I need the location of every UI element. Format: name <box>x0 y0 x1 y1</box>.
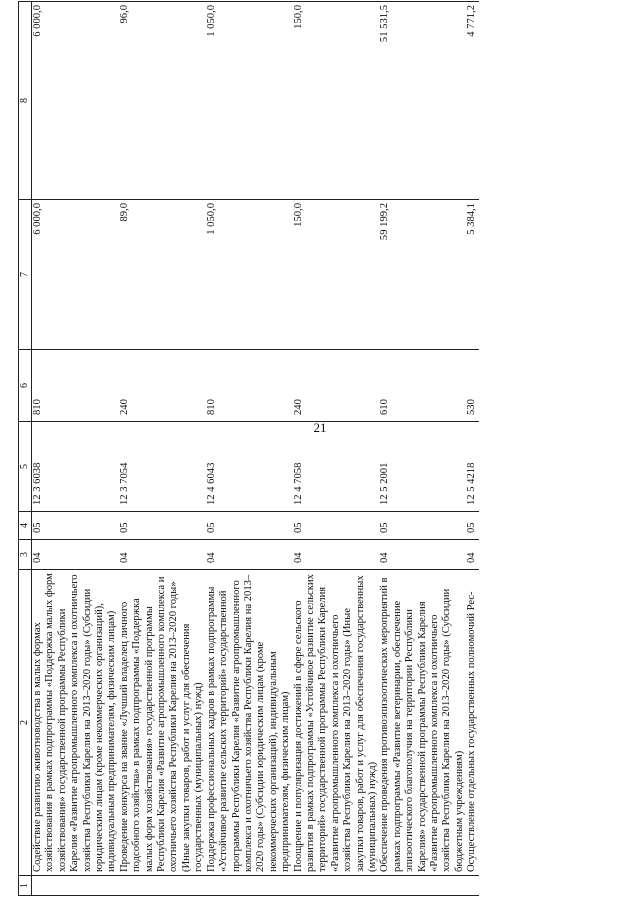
subsection-cell: 05 <box>32 512 119 540</box>
rotated-table-container <box>18 2 618 896</box>
subsection-cell: 05 <box>119 512 206 540</box>
amount-cell: 59 199,2 <box>379 200 466 350</box>
description-cell: Содействие развитию животноводства в малых формах хозяйствования в рамках подпрограммы «Поддержка малых форм хозяйствования» государственной программы Республики Карелия «Развитие агропромышленного комплекса и охотничьего хозяйства Республики Карелия на 2013–2020 годы» (Субсидии юридическим лицам (кроме некоммерческих организаций), индивидуальным предпринимателям, физическим лицам) <box>32 570 119 876</box>
amount-cell: 96,0 <box>119 2 206 200</box>
column-header: 6 <box>19 350 32 422</box>
target-article-cell: 12 4 6043 <box>206 422 293 512</box>
section-cell: 04 <box>206 540 293 570</box>
column-header: 8 <box>19 2 32 200</box>
page-number: 21 <box>313 420 327 435</box>
section-cell: 04 <box>119 540 206 570</box>
column-header: 7 <box>19 200 32 350</box>
table-row <box>119 2 206 896</box>
amount-cell: 6 000,0 <box>32 200 119 350</box>
target-article-cell: 12 5 4218 <box>466 422 478 512</box>
column-header: 2 <box>19 570 32 876</box>
description-cell: Поощрение и популяризация достижений в сфере сельского развития в рамках подпрограммы «Устойчивое развитие сельских территорий» государственной программы Республики Карелия «Развитие агропромышленного комплекса и охотничьего хозяйства Республики Карелия на 2013–2020 годы» (Иные закупки товаров, работ и услуг для обеспечения государственных (муниципальных) нужд) <box>293 570 380 876</box>
column-header: 4 <box>19 512 32 540</box>
description-cell: Обеспечение проведения противоэпизоотических мероприятий в рамках подпрограммы «Развитие ветеринарии, обеспечение эпизоотического благополучия на территории Республики Карелия» государственной программы Республики Карелия «Развитие агропромышленного комплекса и охотничьего хозяйства Республики Карелия на 2013–2020 годы» (Субсидии бюджетным учреждениям) <box>379 570 466 876</box>
table-row <box>32 2 119 896</box>
header-row <box>19 2 32 896</box>
table-row <box>466 2 478 896</box>
amount-cell: 150,0 <box>293 2 380 200</box>
expense-type-cell: 610 <box>379 350 466 422</box>
target-article-cell: 12 5 2001 <box>379 422 466 512</box>
table-row <box>293 2 380 896</box>
section-cell: 04 <box>293 540 380 570</box>
row-index-cell <box>293 876 380 896</box>
description-cell: Поддержка профессиональных кадров в рамках подпрограммы «Устойчивое развитие сельских территорий» государственной программы Республики Карелия «Развитие агропромышленного комплекса и охотничьего хозяйства Республики Карелия на 2013–2020 годы» (Субсидии юридическим лицам (кроме некоммерческих организаций), индивидуальным предпринимателям, физическим лицам) <box>206 570 293 876</box>
subsection-cell: 05 <box>293 512 380 540</box>
column-header: 3 <box>19 540 32 570</box>
expense-type-cell: 810 <box>206 350 293 422</box>
expense-type-cell: 810 <box>32 350 119 422</box>
budget-table <box>18 1 479 896</box>
column-header: 5 <box>19 422 32 512</box>
expense-type-cell: 240 <box>293 350 380 422</box>
amount-cell: 1 050,0 <box>206 2 293 200</box>
description-cell: Проведение конкурса на звание «Лучший владелец личного подсобного хозяйства» в рамках подпрограммы «Поддержка малых форм хозяйствования» государственной программы Республики Карелия «Развитие агропромышленного комплекса и охотничьего хозяйства Республики Карелия на 2013–2020 годы» (Иные закупки товаров, работ и услуг для обеспечения государственных (муниципальных) нужд) <box>119 570 206 876</box>
expense-type-cell: 240 <box>119 350 206 422</box>
description-cell: Осуществление отдельных государственных полномочий Рес- <box>466 570 478 876</box>
target-article-cell: 12 3 7054 <box>119 422 206 512</box>
table-row <box>206 2 293 896</box>
row-index-cell <box>379 876 466 896</box>
subsection-cell: 05 <box>379 512 466 540</box>
target-article-cell: 12 3 6038 <box>32 422 119 512</box>
amount-cell: 4 771,2 <box>466 2 478 200</box>
amount-cell: 1 050,0 <box>206 200 293 350</box>
section-cell: 04 <box>32 540 119 570</box>
amount-cell: 51 531,5 <box>379 2 466 200</box>
row-index-cell <box>466 876 478 896</box>
section-cell: 04 <box>466 540 478 570</box>
amount-cell: 6 000,0 <box>32 2 119 200</box>
amount-cell: 150,0 <box>293 200 380 350</box>
amount-cell: 89,0 <box>119 200 206 350</box>
row-index-cell <box>206 876 293 896</box>
expense-type-cell: 530 <box>466 350 478 422</box>
section-cell: 04 <box>379 540 466 570</box>
amount-cell: 5 384,1 <box>466 200 478 350</box>
target-article-cell: 12 4 7058 <box>293 422 380 512</box>
column-header: 1 <box>19 876 32 896</box>
row-index-cell <box>119 876 206 896</box>
subsection-cell: 05 <box>466 512 478 540</box>
subsection-cell: 05 <box>206 512 293 540</box>
row-index-cell <box>32 876 119 896</box>
table-row <box>379 2 466 896</box>
